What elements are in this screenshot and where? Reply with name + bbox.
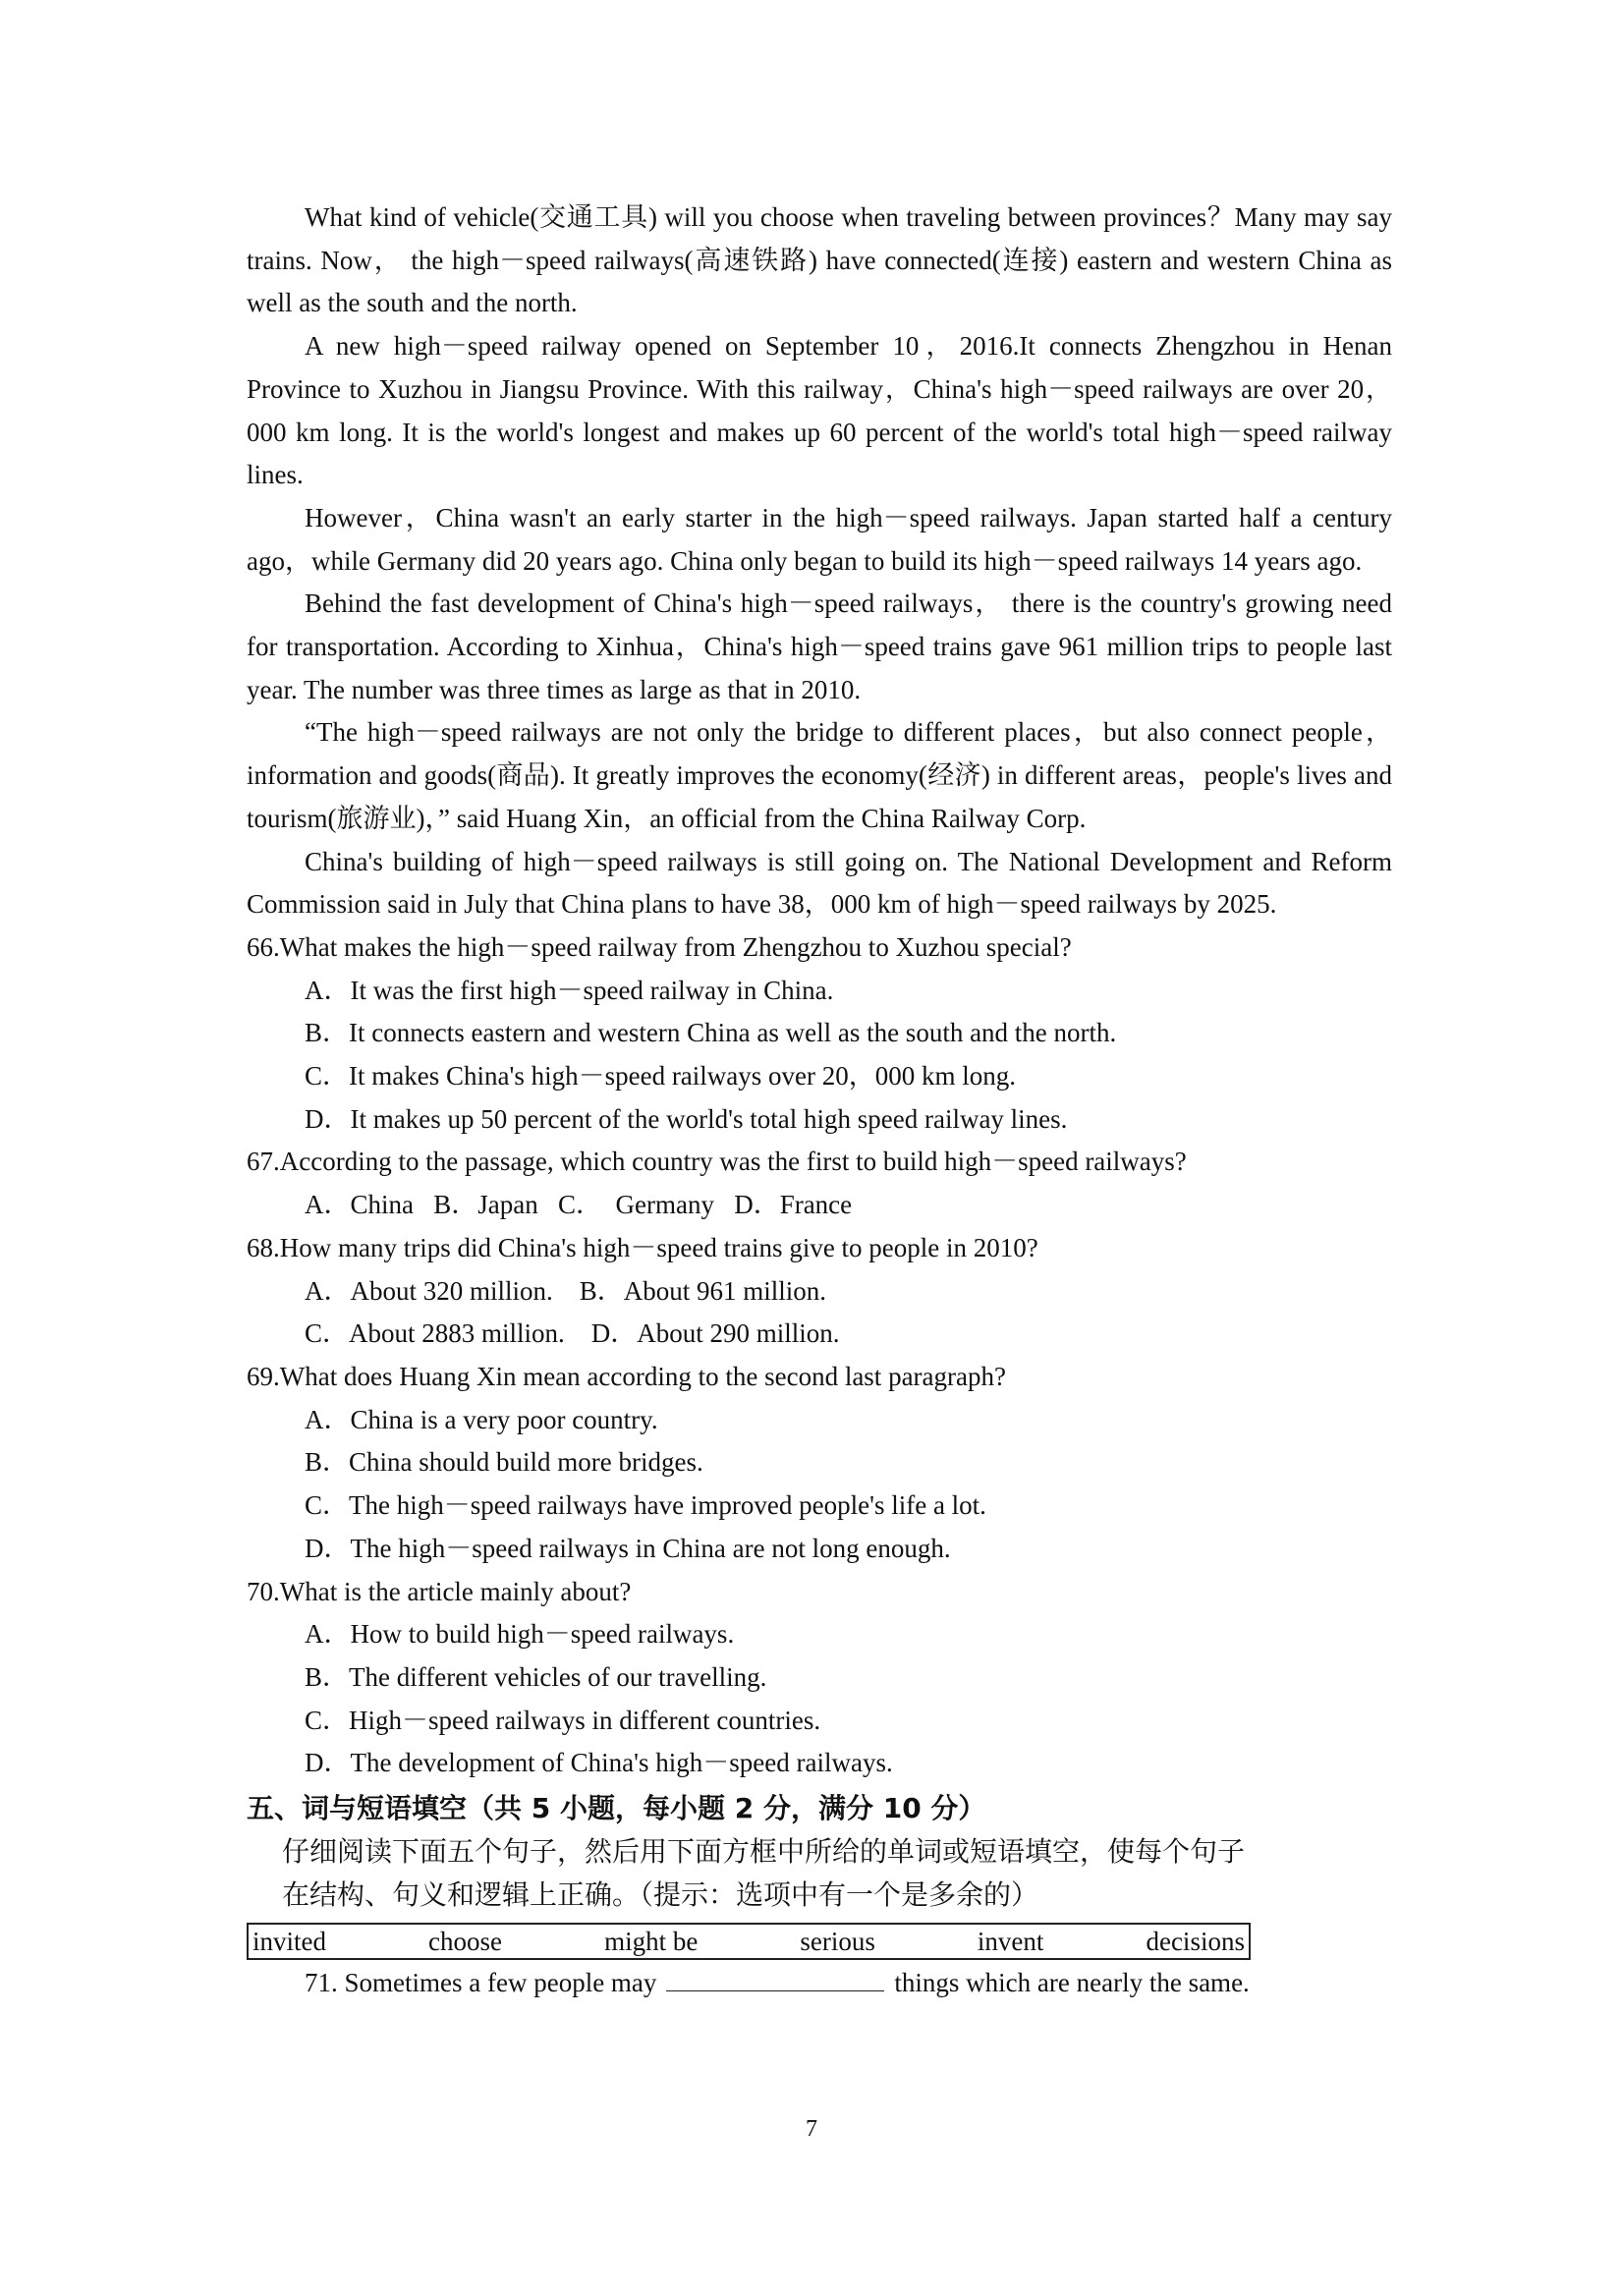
passage-paragraph-1: What kind of vehicle(交通工具) will you choose when traveling between provinces？Many may say trains. Now， the high－speed railways(高速铁路) have connected(连接) eastern and western China as well as the south and the north. [247, 202, 1392, 318]
option-b: B．It connects eastern and western China as well as the south and the north. [305, 1018, 1117, 1048]
question-stem: 66.What makes the high－speed railway from Zhengzhou to Xuzhou special? [247, 931, 1072, 962]
passage-paragraph-4: Behind the fast development of China's high－speed railways， there is the country's growing need for transportation. According to Xinhua，China's high－speed trains gave 961 million trips to people last year. The number was three times as large as that in 2010. [247, 588, 1392, 704]
options-row-2: C．About 2883 million. D．About 290 million. [305, 1318, 840, 1349]
section-5 [247, 1787, 1392, 2005]
option-c: C．It makes China's high－speed railways over 20，000 km long. [305, 1061, 1017, 1092]
question-71 [247, 1962, 1392, 2005]
word-bank [247, 1923, 1251, 1960]
passage-paragraph-2: A new high－speed railway opened on September 10，2016.It connects Zhengzhou in Henan Province to Xuzhou in Jiangsu Province. With this railway，China's high－speed railways are over 20，000 km long. It is the world's longest and makes up 60 percent of the world's total high－speed railway lines. [247, 331, 1392, 490]
word-bank-item: choose [428, 1927, 503, 1957]
question-66 [247, 926, 1392, 1142]
option-b: B．China should build more bridges. [305, 1447, 703, 1478]
question-71-text-after: things which are nearly the same. [894, 1968, 1250, 1998]
option-c: C．High－speed railways in different countries. [305, 1705, 821, 1735]
question-68 [247, 1227, 1392, 1356]
question-67 [247, 1141, 1392, 1226]
question-stem: 69.What does Huang Xin mean according to the second last paragraph? [247, 1361, 1006, 1391]
question-70 [247, 1571, 1392, 1786]
question-stem: 67.According to the passage, which country was the first to build high－speed railways? [247, 1147, 1187, 1177]
option-d: D．The development of China's high－speed railways. [305, 1748, 893, 1778]
passage-paragraph-5: “The high－speed railways are not only the bridge to different places，but also connect people，information and goods(商品). It greatly improves the economy(经济) in different areas，people's lives and tourism(旅游业)，” said Huang Xin，an official from the China Railway Corp. [247, 717, 1392, 833]
section-instruction-line-1: 仔细阅读下面五个句子，然后用下面方框中所给的单词或短语填空，使每个句子 [282, 1835, 1246, 1869]
option-b: B．The different vehicles of our travelling. [305, 1661, 767, 1692]
word-bank-item: invent [977, 1927, 1044, 1957]
option-a: A．China is a very poor country. [305, 1404, 658, 1434]
option-d: D．The high－speed railways in China are not long enough. [305, 1533, 951, 1563]
exam-page [247, 196, 1392, 2005]
page-number: 7 [806, 2116, 817, 2142]
reading-passage [247, 196, 1392, 926]
word-bank-item: serious [800, 1927, 875, 1957]
question-71-text-before: 71. Sometimes a few people may [305, 1968, 657, 1998]
options-row: A．China B．Japan C． Germany D．France [305, 1190, 853, 1220]
option-a: A．How to build high－speed railways. [305, 1619, 735, 1650]
section-title: 五、词与短语填空（共 5 小题，每小题 2 分，满分 10 分） [247, 1792, 986, 1825]
option-a: A．It was the first high－speed railway in China. [305, 975, 834, 1005]
question-69 [247, 1356, 1392, 1571]
word-bank-item: decisions [1146, 1927, 1245, 1957]
question-stem: 70.What is the article mainly about? [247, 1576, 632, 1606]
passage-paragraph-3: However，China wasn't an early starter in the high－speed railways. Japan started half a century ago，while Germany did 20 years ago. China only began to build its high－speed railways 14 years ago. [247, 502, 1392, 576]
answer-blank[interactable] [666, 1963, 884, 1991]
section-instruction-line-2: 在结构、句义和逻辑上正确。（提示：选项中有一个是多余的） [282, 1878, 1039, 1912]
word-bank-item: might be [604, 1927, 699, 1957]
option-c: C．The high－speed railways have improved people's life a lot. [305, 1490, 986, 1521]
option-d: D．It makes up 50 percent of the world's total high speed railway lines. [305, 1103, 1068, 1134]
question-stem: 68.How many trips did China's high－speed trains give to people in 2010? [247, 1232, 1038, 1262]
options-row-1: A．About 320 million. B．About 961 million. [305, 1275, 827, 1306]
word-bank-item: invited [252, 1927, 326, 1957]
passage-paragraph-6: China's building of high－speed railways is still going on. The National Development and Reform Commission said in July that China plans to have 38，000 km of high－speed railways by 2025. [247, 846, 1392, 920]
